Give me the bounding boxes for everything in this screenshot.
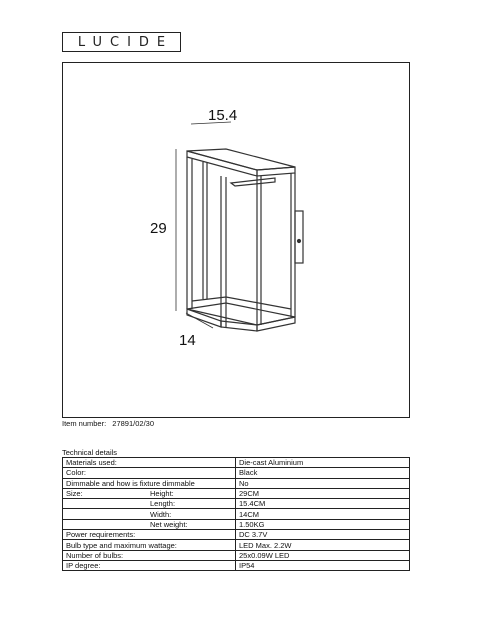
spec-value: IP54 xyxy=(236,560,410,570)
dimension-height-label: 29 xyxy=(150,220,167,237)
dimension-width-label: 15.4 xyxy=(208,107,238,124)
spec-label: Dimmable and how is fixture dimmable xyxy=(63,478,236,488)
spec-label: IP degree: xyxy=(63,560,236,570)
table-row xyxy=(63,488,410,498)
spec-label xyxy=(63,519,236,529)
spec-label: Color: xyxy=(63,468,236,478)
item-number-value: 27891/02/30 xyxy=(112,419,154,428)
spec-value: 14CM xyxy=(236,509,410,519)
item-number xyxy=(62,419,154,428)
table-row xyxy=(63,458,410,468)
spec-sublabel: Net weight: xyxy=(150,519,188,529)
table-row xyxy=(63,550,410,560)
spec-sublabel: Width: xyxy=(150,509,172,519)
spec-value: 25x0.09W LED xyxy=(236,550,410,560)
table-row xyxy=(63,540,410,550)
spec-label: Number of bulbs: xyxy=(63,550,236,560)
spec-value: Black xyxy=(236,468,410,478)
spec-value: 1.50KG xyxy=(236,519,410,529)
spec-value: DC 3.7V xyxy=(236,530,410,540)
spec-value: LED Max. 2.2W xyxy=(236,540,410,550)
spec-sublabel: Length: xyxy=(150,499,176,509)
item-number-label: Item number: xyxy=(62,419,107,428)
spec-label: Materials used: xyxy=(63,458,236,468)
spec-label: Power requirements: xyxy=(63,530,236,540)
table-row xyxy=(63,478,410,488)
spec-value: No xyxy=(236,478,410,488)
dimension-depth-label: 14 xyxy=(179,332,196,349)
technical-details-title: Technical details xyxy=(62,448,118,457)
brand-logo-text: LUCIDE xyxy=(77,34,174,50)
brand-logo xyxy=(62,32,181,52)
spec-label xyxy=(63,488,236,498)
spec-label: Bulb type and maximum wattage: xyxy=(63,540,236,550)
spec-group-label: Size: xyxy=(66,489,83,499)
spec-sublabel: Height: xyxy=(150,489,174,499)
spec-label xyxy=(63,499,236,509)
technical-drawing-frame xyxy=(62,62,410,418)
table-row xyxy=(63,519,410,529)
spec-label xyxy=(63,509,236,519)
table-row xyxy=(63,468,410,478)
table-row xyxy=(63,560,410,570)
technical-details-table xyxy=(62,457,410,571)
table-row xyxy=(63,530,410,540)
table-row xyxy=(63,499,410,509)
table-row xyxy=(63,509,410,519)
spec-value: 29CM xyxy=(236,488,410,498)
spec-value: Die-cast Aluminium xyxy=(236,458,410,468)
spec-value: 15.4CM xyxy=(236,499,410,509)
